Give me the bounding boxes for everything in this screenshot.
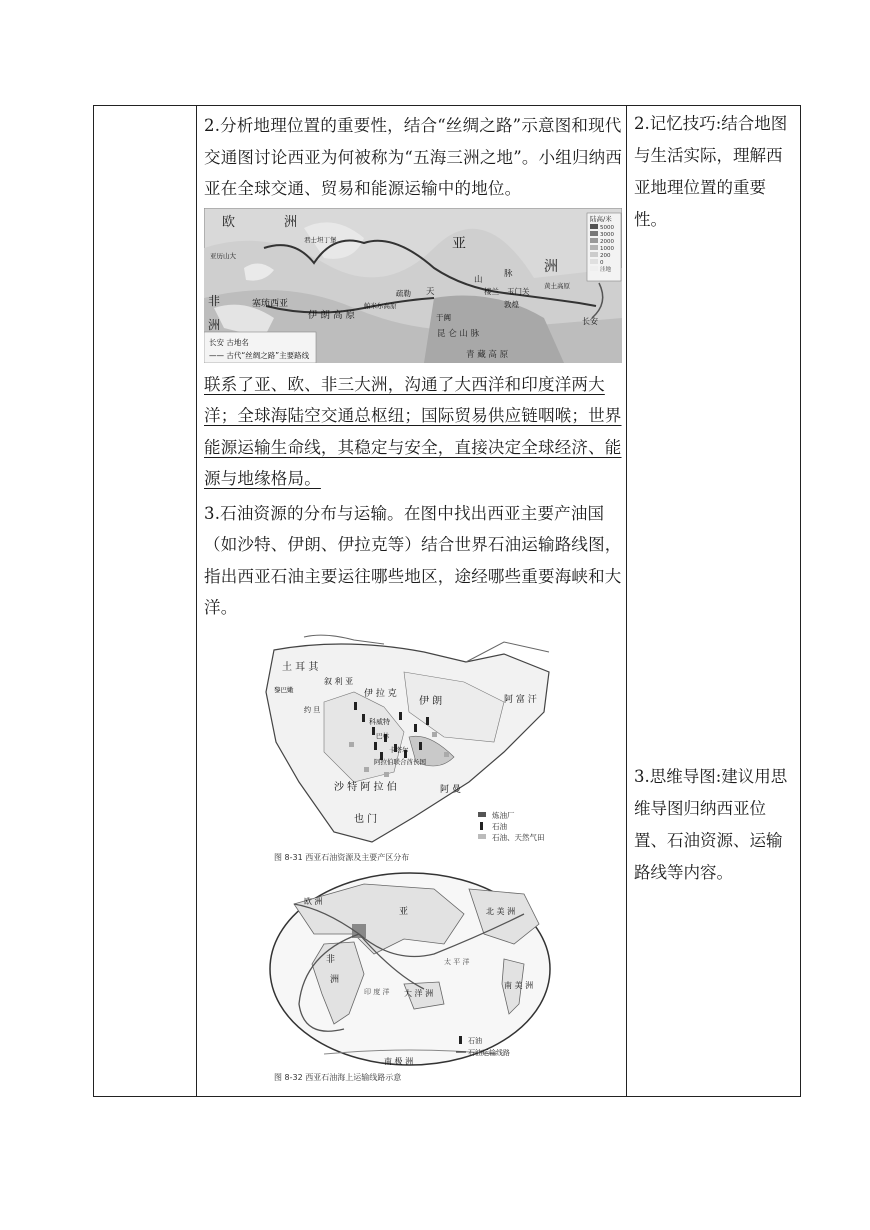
silk-legend-level: 5000 <box>600 224 614 231</box>
label-africa: 洲 <box>208 317 221 332</box>
label-shule: 疏勒 <box>396 288 411 298</box>
tips-cell <box>628 106 798 882</box>
label-iran: 伊 朗 <box>419 695 443 707</box>
silk-key-place: 长安 古地名 <box>209 337 249 347</box>
label-asia-world: 亚 <box>399 906 409 917</box>
label-north-america: 北 美 洲 <box>486 906 516 916</box>
silk-legend-level: 1000 <box>600 245 614 252</box>
label-changan: 长安 <box>582 316 598 326</box>
silk-road-map <box>204 208 622 363</box>
silk-legend-level: 2000 <box>600 238 614 245</box>
label-iran-plateau: 伊 朗 高 原 <box>308 309 356 321</box>
label-saudi: 沙 特 阿 拉 伯 <box>334 781 397 793</box>
label-yutian: 于阗 <box>436 312 451 322</box>
label-yumenguan: 玉门关 <box>507 286 530 296</box>
label-constantinople: 君士坦丁堡 <box>304 235 337 244</box>
label-europe: 欧 <box>222 214 236 230</box>
label-kuwait: 科威特 <box>369 717 390 726</box>
label-europe: 洲 <box>284 214 298 230</box>
oil-legend-refinery: 炼油厂 <box>492 810 515 820</box>
label-pamir: 帕米尔高原 <box>364 301 397 310</box>
world-legend-oil: 石油 <box>468 1036 482 1045</box>
label-yemen: 也 门 <box>354 813 378 825</box>
label-oceania: 大 洋 洲 <box>404 988 434 998</box>
label-qingzang: 青 藏 高 原 <box>466 349 509 360</box>
label-dunhuang: 敦煌 <box>504 299 519 309</box>
label-pacific: 太 平 洋 <box>444 957 470 966</box>
label-afghanistan: 阿 富 汗 <box>504 694 537 705</box>
label-africa-world: 非 <box>326 954 336 965</box>
label-bahrain: 巴林 <box>376 731 389 740</box>
lesson-table <box>93 105 801 1097</box>
label-huangtu: 黄土高原 <box>544 281 570 290</box>
label-oman: 阿 曼 <box>440 784 461 795</box>
label-turkey: 土 耳 其 <box>282 661 319 673</box>
label-south-america: 南 美 洲 <box>504 980 534 990</box>
label-uae: 阿拉伯联合酋长国 <box>374 757 426 766</box>
label-africa-world: 洲 <box>330 974 340 985</box>
label-tianshan: 山 <box>474 274 483 285</box>
world-oil-route-map <box>204 864 622 1084</box>
oil-map-caption: 图 8-31 西亚石油资源及主要产区分布 <box>274 852 410 862</box>
label-alexandria: 亚历山大 <box>210 251 236 260</box>
label-lebanon: 黎巴嫩 <box>274 685 294 694</box>
label-asia: 洲 <box>544 258 558 275</box>
label-antarctica: 南 极 洲 <box>384 1056 414 1066</box>
label-syria: 叙 利 亚 <box>324 676 354 686</box>
label-europe-world: 欧 洲 <box>304 896 323 906</box>
label-asia: 亚 <box>452 235 466 252</box>
label-africa: 非 <box>208 293 221 308</box>
column-divider-1 <box>196 106 197 1096</box>
tip-3: 3.思维导图:建议用思维导图归纳西亚位置、石油资源、运输路线等内容。 <box>634 767 788 882</box>
silk-legend-level: 200 <box>600 252 611 259</box>
tip-2: 2.记忆技巧:结合地图与生活实际，理解西亚地理位置的重要性。 <box>634 114 788 229</box>
label-indian: 印 度 洋 <box>364 987 390 996</box>
label-kunlun: 昆 仑 山 脉 <box>437 328 480 339</box>
label-iraq: 伊 拉 克 <box>364 688 397 699</box>
label-jordan: 约 旦 <box>304 705 321 714</box>
activity-cell <box>198 106 636 1084</box>
label-tianshan: 脉 <box>504 268 513 279</box>
silk-legend-level: 0 <box>600 259 604 266</box>
label-qatar: 卡塔尔 <box>389 745 409 754</box>
world-legend-route: 石油运输线路 <box>468 1048 510 1057</box>
silk-legend-level: 3000 <box>600 231 614 238</box>
label-loulan: 楼兰 <box>484 286 499 296</box>
silk-key-route: —— 古代“丝绸之路”主要路线 <box>209 350 310 360</box>
section3-prompt: 3.石油资源的分布与运输。在图中找出西亚主要产油国（如沙特、伊朗、伊拉克等）结合世界石油运输路线图，指出西亚石油主要运往哪些地区，途经哪些重要海峡和大洋。 <box>204 503 622 617</box>
oil-legend-oil: 石油 <box>492 821 507 831</box>
oil-legend-field: 石油、天然气田 <box>492 832 545 842</box>
silk-legend-level: 洼地 <box>600 266 612 273</box>
west-asia-oil-map <box>204 632 622 864</box>
section2-answer: 联系了亚、欧、非三大洲，沟通了大西洋和印度洋两大洋；全球海陆空交通总枢纽；国际贸易供应链咽喉；世界能源运输生命线，其稳定与安全，直接决定全球经济、能源与地缘格局。 <box>204 374 622 488</box>
label-tianshan: 天 <box>426 286 435 297</box>
world-map-caption: 图 8-32 西亚石油海上运输线路示意 <box>274 1072 402 1082</box>
silk-legend-title: 陆高/米 <box>590 214 612 223</box>
section2-prompt: 2.分析地理位置的重要性，结合“丝绸之路”示意图和现代交通图讨论西亚为何被称为“五海三洲之地”。小组归纳西亚在全球交通、贸易和能源运输中的地位。 <box>204 116 623 198</box>
label-seleucia: 塞琉西亚 <box>252 298 289 309</box>
